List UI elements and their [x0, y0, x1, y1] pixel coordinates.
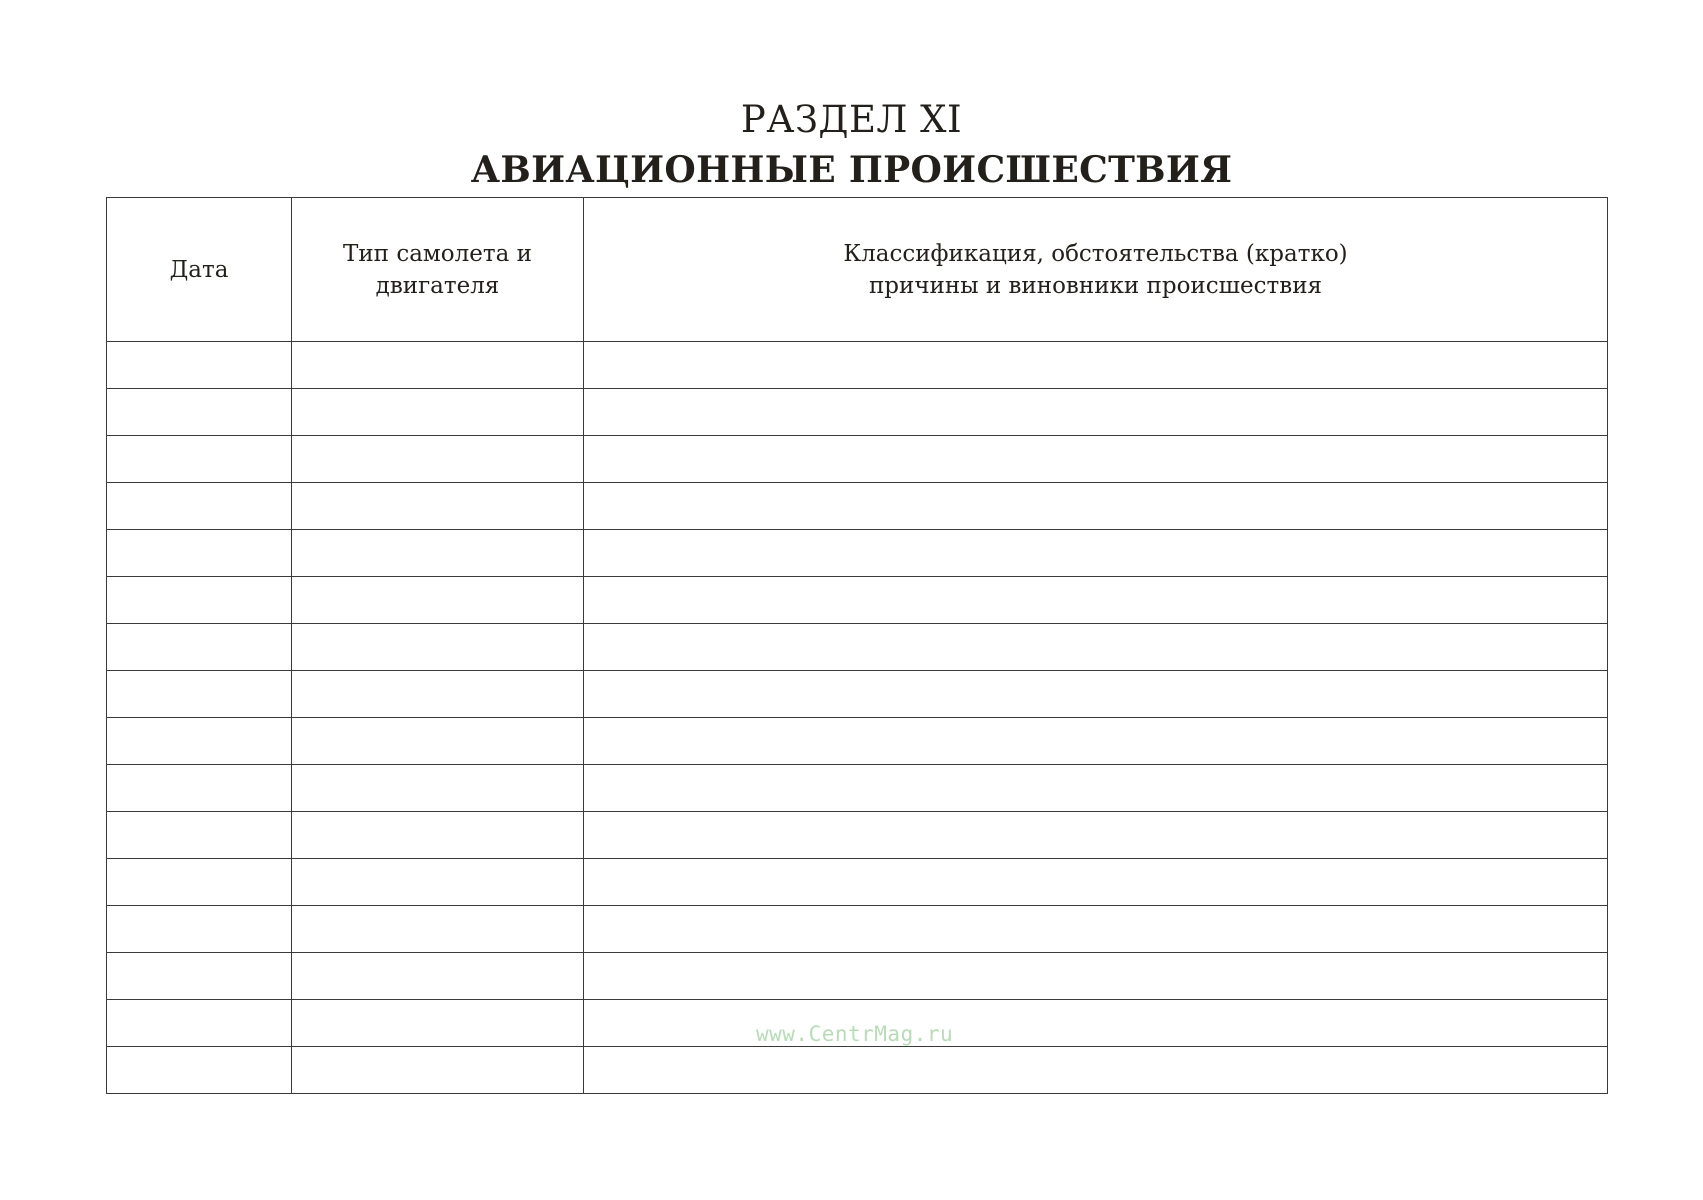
table-cell[interactable]: [584, 1000, 1608, 1047]
table-cell[interactable]: [584, 812, 1608, 859]
table-cell[interactable]: [584, 859, 1608, 906]
table-cell[interactable]: [107, 436, 292, 483]
table-row: [107, 530, 1608, 577]
table-cell[interactable]: [292, 671, 584, 718]
table-row: [107, 718, 1608, 765]
table-cell[interactable]: [292, 389, 584, 436]
table-cell[interactable]: [584, 436, 1608, 483]
table-cell[interactable]: [584, 530, 1608, 577]
table-row: [107, 342, 1608, 389]
table-row: [107, 483, 1608, 530]
table-row: [107, 859, 1608, 906]
table-cell[interactable]: [584, 577, 1608, 624]
table-cell[interactable]: [584, 342, 1608, 389]
table-cell[interactable]: [107, 859, 292, 906]
section-label: РАЗДЕЛ XI: [740, 98, 963, 141]
table-cell[interactable]: [107, 530, 292, 577]
table-cell[interactable]: [107, 765, 292, 812]
table-cell[interactable]: [292, 765, 584, 812]
table-cell[interactable]: [107, 389, 292, 436]
table-row: [107, 671, 1608, 718]
table-cell[interactable]: [107, 906, 292, 953]
table-cell[interactable]: [107, 577, 292, 624]
table-cell[interactable]: [292, 859, 584, 906]
column-header-classification: Классификация, обстоятельства (кратко) причины и виновники происшествия: [584, 198, 1608, 342]
table-row: [107, 624, 1608, 671]
table-cell[interactable]: [292, 530, 584, 577]
table-cell[interactable]: [292, 342, 584, 389]
section-title: АВИАЦИОННЫЕ ПРОИСШЕСТВИЯ: [470, 149, 1233, 191]
table-header-row: [107, 198, 1608, 342]
table-cell[interactable]: [584, 483, 1608, 530]
table-row: [107, 953, 1608, 1000]
table-cell[interactable]: [292, 718, 584, 765]
table-cell[interactable]: [107, 812, 292, 859]
table-cell[interactable]: [584, 389, 1608, 436]
table-row: [107, 812, 1608, 859]
table-cell[interactable]: [584, 624, 1608, 671]
table-cell[interactable]: [107, 718, 292, 765]
table-cell[interactable]: [292, 1000, 584, 1047]
table-row: [107, 436, 1608, 483]
table-cell[interactable]: [292, 812, 584, 859]
table-cell[interactable]: [584, 718, 1608, 765]
table-cell[interactable]: [292, 483, 584, 530]
table-cell[interactable]: [584, 906, 1608, 953]
table-cell[interactable]: [584, 1047, 1608, 1094]
table-row: [107, 765, 1608, 812]
table-cell[interactable]: [292, 1047, 584, 1094]
table-cell[interactable]: [292, 906, 584, 953]
table-cell[interactable]: [107, 624, 292, 671]
table-cell[interactable]: [292, 624, 584, 671]
watermark: www.CentrMag.ru: [756, 1022, 954, 1046]
accidents-table: [106, 197, 1608, 1094]
column-header-aircraft-type: Тип самолета и двигателя: [292, 198, 584, 342]
table-row: [107, 906, 1608, 953]
table-cell[interactable]: [107, 671, 292, 718]
table-cell[interactable]: [107, 1000, 292, 1047]
table-cell[interactable]: [292, 953, 584, 1000]
table-cell[interactable]: [584, 765, 1608, 812]
table-cell[interactable]: [292, 577, 584, 624]
table-cell[interactable]: [107, 1047, 292, 1094]
table-row: [107, 577, 1608, 624]
table-row: [107, 389, 1608, 436]
table-cell[interactable]: [107, 953, 292, 1000]
table-row: [107, 1047, 1608, 1094]
table-body: [107, 342, 1608, 1094]
table-cell[interactable]: [107, 342, 292, 389]
table-cell[interactable]: [292, 436, 584, 483]
table-cell[interactable]: [584, 671, 1608, 718]
column-header-date: Дата: [107, 198, 292, 342]
table-cell[interactable]: [584, 953, 1608, 1000]
table-cell[interactable]: [107, 483, 292, 530]
